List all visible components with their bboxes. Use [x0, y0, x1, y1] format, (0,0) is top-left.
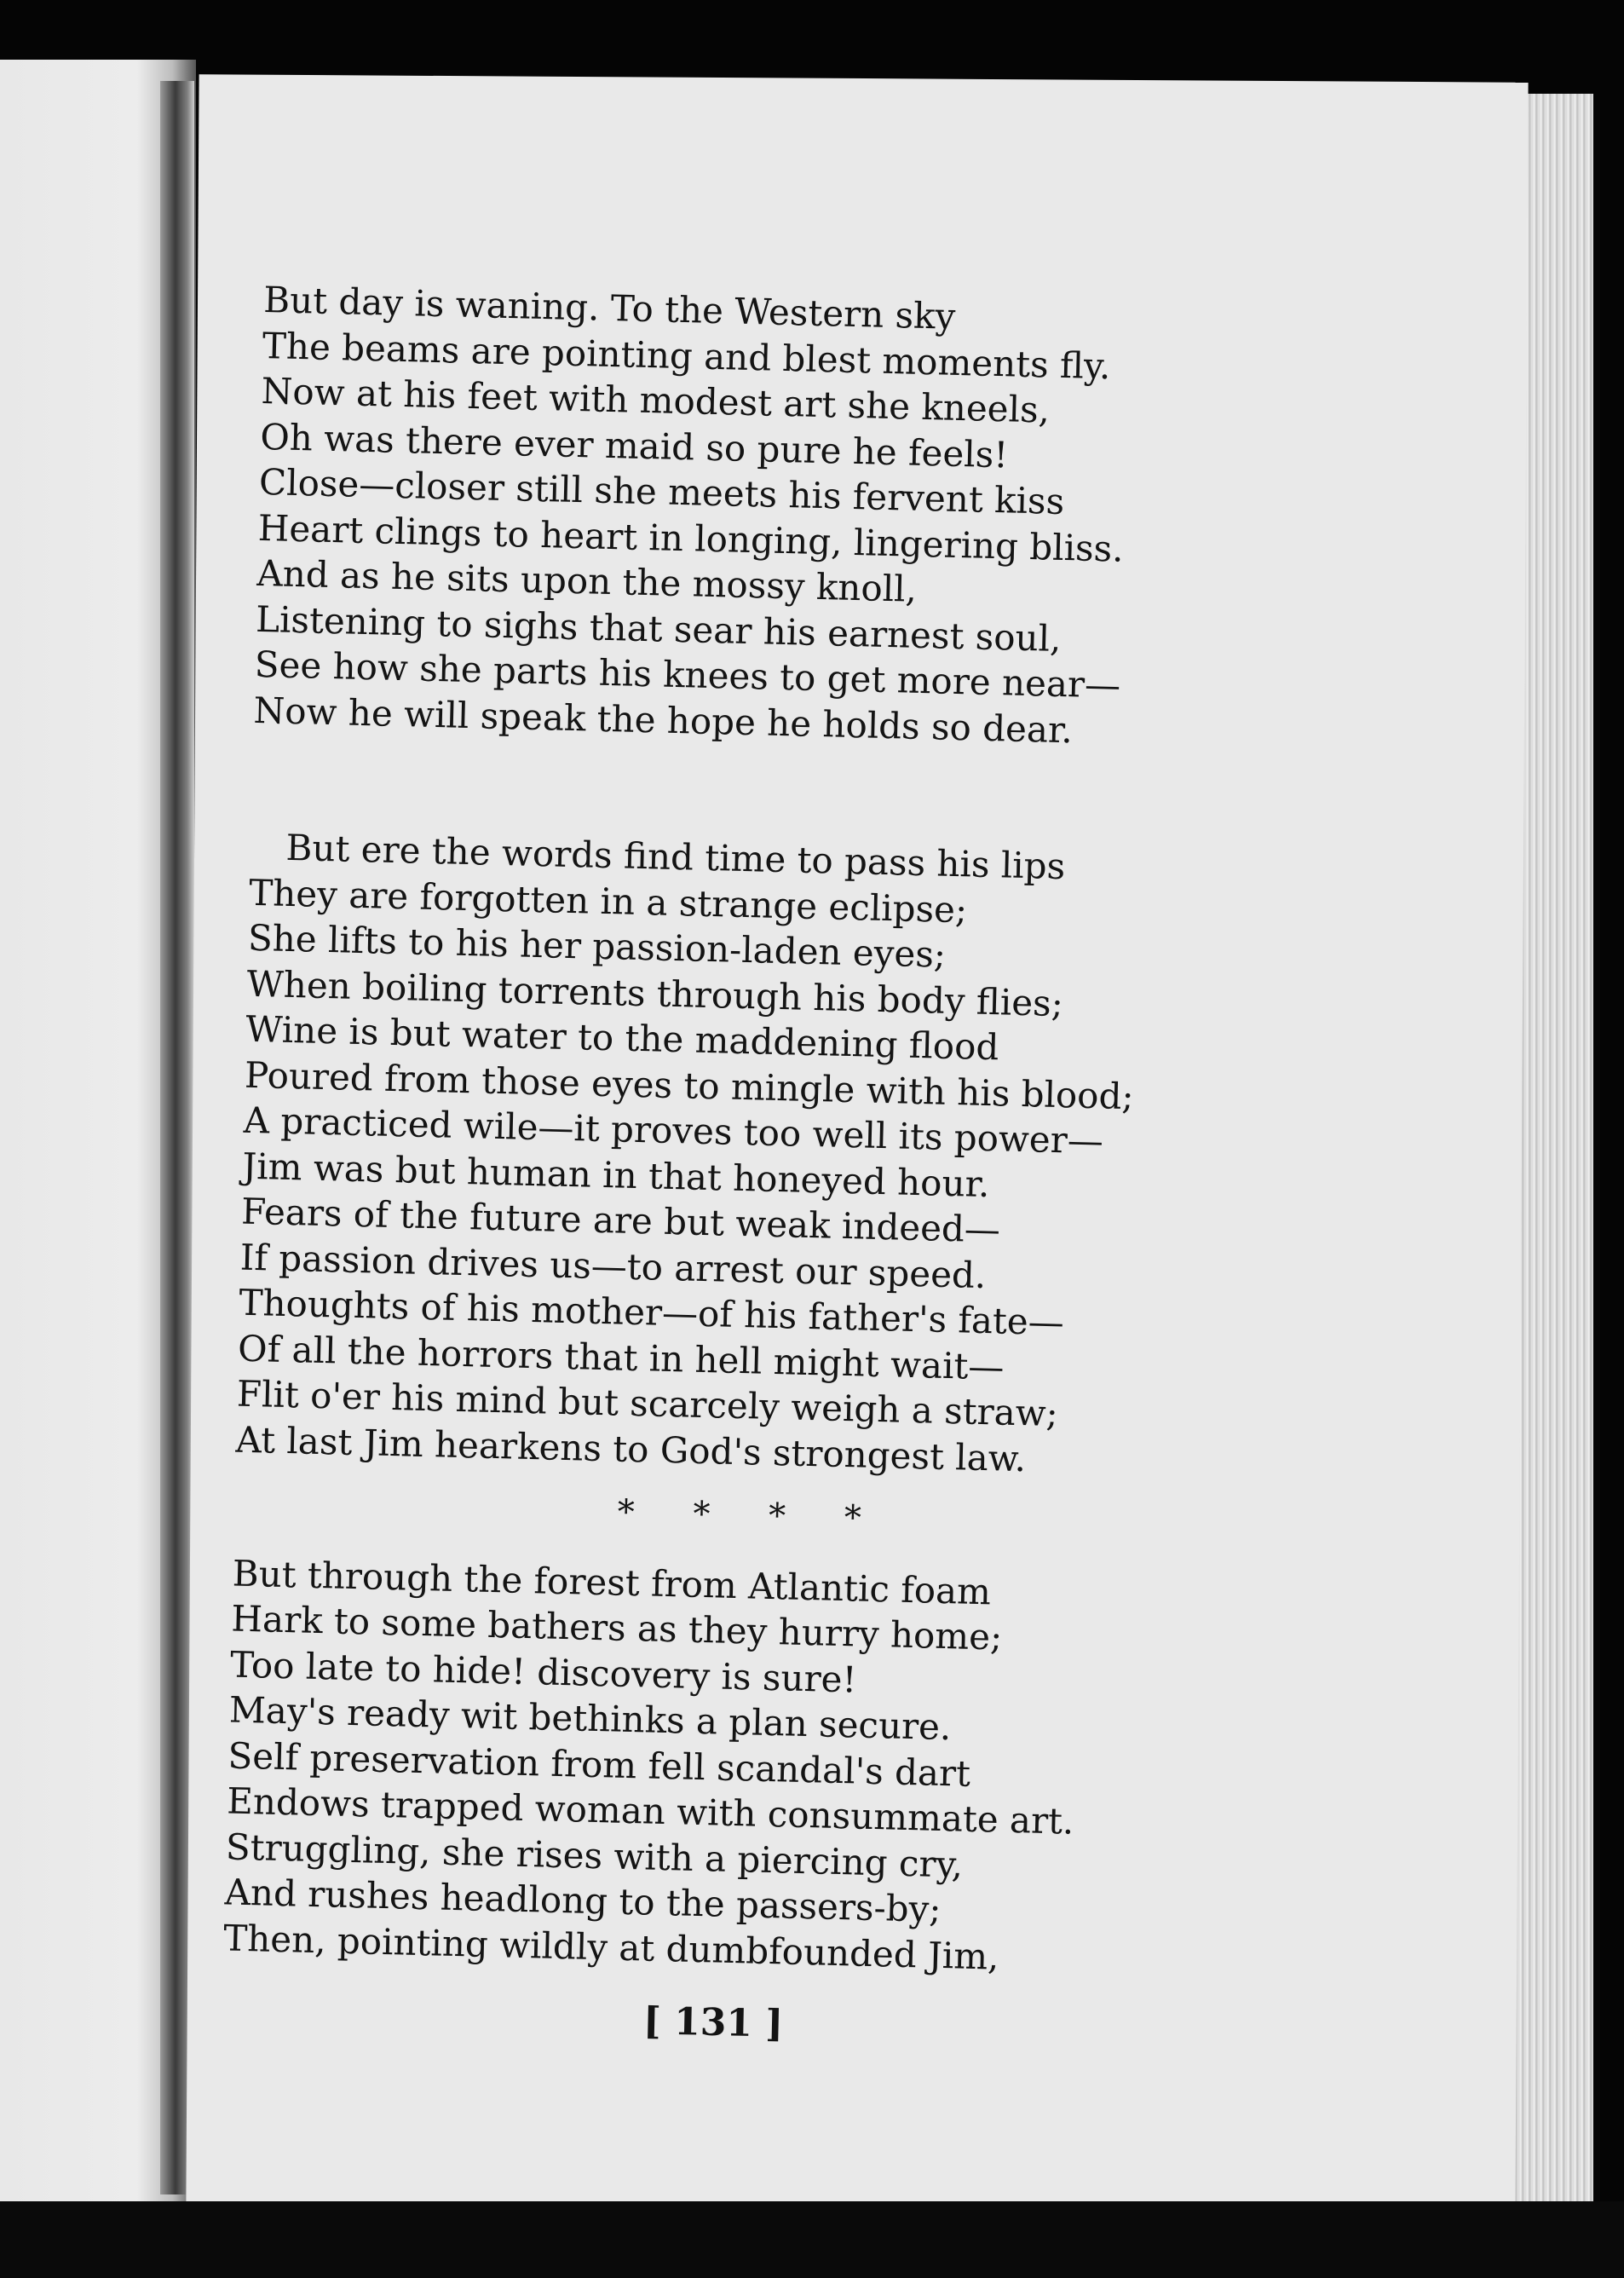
poem-line: Now he will speak the hope he holds so dear.: [252, 689, 1074, 751]
scan-background: [0, 2201, 1624, 2278]
poem-line: Fears of the future are but weak indeed—: [240, 1190, 1001, 1251]
poem-line: Close—closer still she meets his fervent kiss: [258, 460, 1065, 523]
poem-line: But through the forest from Atlantic foam: [232, 1552, 992, 1612]
poem-line: Thoughts of his mother—of his father's fate—: [238, 1281, 1065, 1344]
stanza: [223, 1550, 1170, 1983]
poem-line: May's ready wit bethinks a plan secure.: [228, 1688, 952, 1749]
poem-line: Self preservation from fell scandal's dart: [227, 1733, 971, 1795]
stanza: [253, 277, 1201, 756]
poem-line: Endows trapped woman with consummate art.: [226, 1779, 1074, 1843]
poem-line: Struggling, she rises with a piercing cry,: [225, 1825, 964, 1886]
poem-line: Listening to sighs that sear his earnest soul,: [255, 597, 1063, 660]
poem-line: At last Jim hearkens to God's strongest law.: [235, 1418, 1027, 1479]
poem-line: Hark to some bathers as they hurry home;: [230, 1597, 1003, 1658]
poem-line: Too late to hide! discovery is sure!: [229, 1643, 857, 1700]
poem-line: Flit o'er his mind but scarcely weigh a straw;: [236, 1372, 1059, 1435]
poem-line: If passion drives us—to arrest our speed.: [239, 1236, 987, 1296]
poem-line: Oh was there ever maid so pure he feels!: [259, 415, 1009, 476]
poem-line: They are forgotten in a strange eclipse;: [248, 871, 968, 931]
page-number: [ 131 ]: [642, 1999, 784, 2046]
poem-line: Jim was but human in that honeyed hour.: [241, 1145, 991, 1205]
poem-line: And rushes headlong to the passers-by;: [224, 1871, 942, 1930]
poem-line: Wine is but water to the maddening flood: [245, 1007, 999, 1069]
poem-line: See how she parts his knees to get more near—: [254, 643, 1121, 706]
poem-line: Poured from those eyes to mingle with his blood;: [244, 1053, 1135, 1117]
stanza: [235, 824, 1188, 1485]
poem-line: But day is waning. To the Western sky: [262, 278, 956, 337]
poem-line: The beams are pointing and blest moments fly.: [262, 324, 1112, 387]
section-separator: * * * *: [617, 1492, 886, 1539]
poem-text: [223, 277, 1201, 1983]
poem-line: A practiced wile—it proves too well its power—: [243, 1099, 1104, 1162]
poem-line: Now at his feet with modest art she kneels,: [261, 369, 1051, 431]
poem-line: Then, pointing wildly at dumbfounded Jim,: [222, 1916, 1000, 1978]
poem-line: When boiling torrents through his body flies;: [246, 962, 1064, 1024]
poem-line: She lifts to his her passion-laden eyes;: [247, 916, 947, 976]
poem-line: Of all the horrors that in hell might wait—: [237, 1327, 1005, 1388]
poem-line: But ere the words find time to pass his lips: [285, 826, 1066, 888]
poem-line: Heart clings to heart in longing, lingering bliss.: [257, 506, 1125, 570]
poem-line: And as he sits upon the mossy knoll,: [256, 551, 918, 610]
